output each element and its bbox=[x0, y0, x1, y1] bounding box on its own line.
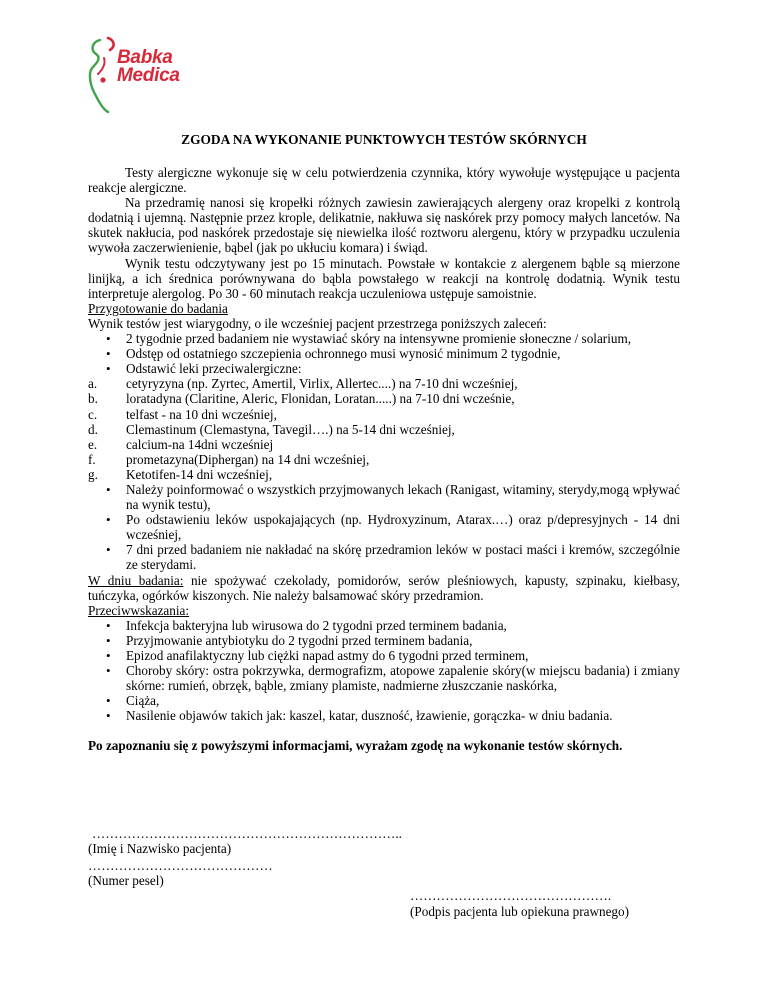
list-item: • Epizod anafilaktyczny lub ciężki napad astmy do 6 tygodni przed terminem, bbox=[88, 648, 680, 663]
figure-silhouette-icon bbox=[82, 34, 122, 114]
drug-text: calcium-na 14dni wcześniej bbox=[126, 436, 274, 452]
drug-text: Ketotifen-14 dni wcześniej, bbox=[126, 466, 273, 482]
diet-paragraph bbox=[88, 573, 680, 603]
prep-bullets bbox=[88, 331, 680, 376]
list-marker: a. bbox=[88, 376, 98, 392]
list-marker: f. bbox=[88, 451, 96, 467]
page-title: ZGODA NA WYKONANIE PUNKTOWYCH TESTÓW SKÓRNYCH bbox=[181, 132, 587, 147]
logo-text-medica: Medica bbox=[117, 65, 180, 86]
list-item bbox=[88, 437, 680, 452]
drug-list bbox=[88, 376, 680, 482]
list-item: • Ciąża, bbox=[88, 693, 680, 708]
list-item bbox=[88, 407, 680, 422]
babka-medica-logo bbox=[82, 34, 192, 114]
list-item: • Przyjmowanie antybiotyku do 2 tygodni przed terminem badania, bbox=[88, 633, 680, 648]
pesel-signature-line[interactable]: …………………………………… bbox=[88, 858, 273, 873]
prep-heading: Przygotowanie do badania bbox=[88, 300, 228, 316]
consent-statement: Po zapoznaniu się z powyższymi informacjami, wyrażam zgodę na wykonanie testów skórnych. bbox=[88, 738, 623, 754]
document-body bbox=[88, 165, 680, 754]
list-marker: b. bbox=[88, 391, 98, 407]
pesel-label: (Numer pesel) bbox=[88, 873, 164, 888]
list-item: • Nasilenie objawów takich jak: kaszel, katar, duszność, łzawienie, gorączka- w dniu badania. bbox=[88, 708, 680, 723]
drug-text: cetyryzyna (np. Zyrtec, Amertil, Virlix, Allertec....) na 7-10 dni wcześniej, bbox=[126, 376, 518, 392]
contra-list bbox=[88, 618, 680, 724]
diet-label: W dniu badania: bbox=[88, 572, 184, 588]
patient-signature-label: (Podpis pacjenta lub opiekuna prawnego) bbox=[410, 904, 629, 919]
prep-bullets-2 bbox=[88, 482, 680, 573]
list-item bbox=[88, 391, 680, 406]
drug-text: prometazyna(Diphergan) na 14 dni wcześniej, bbox=[126, 451, 370, 467]
drug-text: Clemastinum (Clemastyna, Tavegil….) na 5-14 dni wcześniej, bbox=[126, 421, 455, 437]
list-marker: c. bbox=[88, 406, 98, 422]
name-signature-line[interactable]: …………………………………………………………….. bbox=[92, 826, 402, 841]
list-item bbox=[88, 376, 680, 391]
intro-paragraph: Testy alergiczne wykonuje się w celu potwierdzenia czynnika, który wywołuje występujące u pacjenta reakcje alergiczne. bbox=[88, 165, 680, 196]
list-marker: g. bbox=[88, 466, 98, 482]
list-item: • 2 tygodnie przed badaniem nie wystawiać skóry na intensywne promienie słoneczne / solarium, bbox=[88, 331, 680, 346]
patient-signature-line[interactable]: ………………………………………. bbox=[410, 888, 612, 903]
list-item bbox=[88, 452, 680, 467]
list-item: • Odstawić leki przeciwalergiczne: bbox=[88, 361, 680, 376]
list-item bbox=[88, 467, 680, 482]
name-label: (Imię i Nazwisko pacjenta) bbox=[88, 841, 232, 856]
logo-text-babka: Babka bbox=[117, 47, 173, 68]
list-item: • Choroby skóry: ostra pokrzywka, dermografizm, atopowe zapalenie skóry(w miejscu badania) i zmiany skórne: rumień, obrzęk, bąble, zmiany plamiste, nadmierne złuszczanie naskórka, bbox=[88, 663, 680, 693]
list-marker: e. bbox=[88, 436, 98, 452]
list-item: • Należy poinformować o wszystkich przyjmowanych lekach (Ranigast, witaminy, sterydy,mogą wpływać na wynik testu), bbox=[88, 482, 680, 512]
list-item: • Infekcja bakteryjna lub wirusowa do 2 tygodni przed terminem badania, bbox=[88, 618, 680, 633]
procedure-paragraph: Na przedramię nanosi się kropełki różnych zawiesin zawierających alergeny oraz kropelki z kontrolą dodatnią i ujemną. Następnie przez krople, delikatnie, nakłuwa się naskórek przy pomocy małych lancetów. Na skutek nakłucia, pod naskórek przedostaje się niewielka ilość roztworu alergenu, który w przypadku uczulenia wywoła zaczerwienienie, bąbel (jak po ukłuciu komara) i świąd. bbox=[88, 195, 680, 256]
drug-text: loratadyna (Claritine, Aleric, Flonidan, Loratan.....) na 7-10 dni wcześnie, bbox=[126, 391, 515, 407]
contra-heading: Przeciwwskazania: bbox=[88, 602, 190, 618]
diet-text: nie spożywać czekolady, pomidorów, serów pleśniowych, kapusty, szpinaku, kiełbasy, tuńczyka, ogórków kiszonych. Nie należy balsamować skóry przedramion. bbox=[88, 572, 680, 603]
list-item: • Po odstawieniu leków uspokajających (np. Hydroxyzinum, Atarax.…) oraz p/depresyjnych - 14 dni wcześniej, bbox=[88, 512, 680, 542]
drug-text: telfast - na 10 dni wcześniej, bbox=[126, 406, 277, 422]
list-item: • 7 dni przed badaniem nie nakładać na skórę przedramion leków w postaci maści i kremów, szczególnie ze sterydami. bbox=[88, 542, 680, 572]
prep-intro: Wynik testów jest wiarygodny, o ile wcześniej pacjent przestrzega poniższych zaleceń: bbox=[88, 315, 547, 331]
list-item: • Odstęp od ostatniego szczepienia ochronnego musi wynosić minimum 2 tygodnie, bbox=[88, 346, 680, 361]
list-marker: d. bbox=[88, 421, 98, 437]
list-item bbox=[88, 422, 680, 437]
result-paragraph: Wynik testu odczytywany jest po 15 minutach. Powstałe w kontakcie z alergenem bąble są mierzone linijką, a ich średnica porównywana do bąbla powstałego w reakcji na kontrolę dodatnią. Wynik testu interpretuje alergolog. Po 30 - 60 minutach reakcja uczuleniowa ustępuje samoistnie. bbox=[88, 255, 680, 301]
